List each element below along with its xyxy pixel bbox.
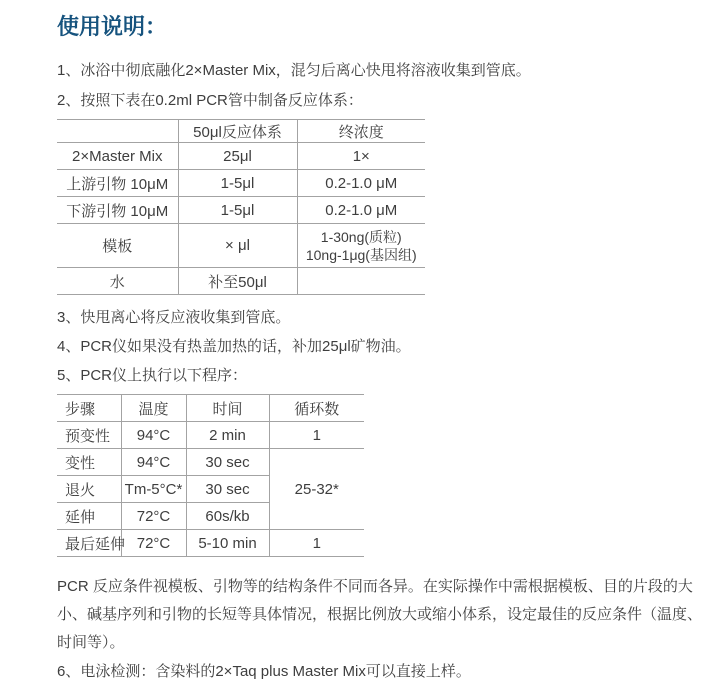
reaction-conditions-note: PCR 反应条件视模板、引物等的结构条件不同而各异。在实际操作中需根据模板、目的片段的大小、碱基序列和引物的长短等具体情况，根据比例放大或缩小体系，设定最佳的反应条件（温度、时间等）。: [57, 578, 703, 651]
temp-value: 72°C: [121, 530, 186, 557]
volume-value: 1-5μl: [178, 170, 297, 197]
table-row: [57, 143, 425, 170]
step-4: 4、PCR仪如果没有热盖加热的话，补加25μl矿物油。: [57, 338, 411, 355]
component-label: 2×Master Mix: [57, 143, 178, 170]
program-step-label: 延伸: [57, 503, 121, 530]
component-label: 下游引物 10μM: [57, 197, 178, 224]
program-step-label: 最后延伸: [57, 530, 121, 557]
table-row: [57, 530, 364, 557]
step-5: 5、PCR仪上执行以下程序：: [57, 367, 248, 384]
component-label: 上游引物 10μM: [57, 170, 178, 197]
time-value: 30 sec: [186, 476, 269, 503]
final-conc-value: [297, 224, 425, 268]
table-row: [57, 197, 425, 224]
final-conc-value: 1×: [297, 143, 425, 170]
reaction-header-final-conc: 终浓度: [297, 120, 425, 143]
step-2: 2、按照下表在0.2ml PCR管中制备反应体系：: [57, 92, 363, 109]
reaction-header-empty-cell: [57, 120, 178, 143]
volume-value: 补至50μl: [178, 268, 297, 295]
table-row: [57, 268, 425, 295]
conc-line-1: 1-30ng(质粒): [320, 228, 402, 245]
time-value: 5-10 min: [186, 530, 269, 557]
volume-value: 25μl: [178, 143, 297, 170]
time-value: 60s/kb: [186, 503, 269, 530]
temp-value: 94°C: [121, 449, 186, 476]
final-conc-value: [297, 268, 425, 295]
program-step-label: 预变性: [57, 422, 121, 449]
volume-value: × μl: [178, 224, 297, 268]
time-value: 2 min: [186, 422, 269, 449]
program-header-cycles: 循环数: [269, 395, 364, 422]
time-value: 30 sec: [186, 449, 269, 476]
reaction-header-volume: 50μl反应体系: [178, 120, 297, 143]
page-title: 使用说明：: [57, 14, 168, 39]
component-label: 模板: [57, 224, 178, 268]
table-row: [57, 224, 425, 268]
cycles-value: 1: [269, 422, 364, 449]
final-conc-value: 0.2-1.0 μM: [297, 170, 425, 197]
temp-value: 72°C: [121, 503, 186, 530]
table-row: [57, 449, 364, 476]
program-header-temp: 温度: [121, 395, 186, 422]
step-3: 3、快甩离心将反应液收集到管底。: [57, 309, 291, 326]
program-step-label: 退火: [57, 476, 121, 503]
volume-value: 1-5μl: [178, 197, 297, 224]
cycles-value: 1: [269, 530, 364, 557]
table-row: [57, 170, 425, 197]
reaction-system-table: [57, 119, 425, 295]
program-header-step: 步骤: [57, 395, 121, 422]
final-conc-value: 0.2-1.0 μM: [297, 197, 425, 224]
step-1: 1、冰浴中彻底融化2×Master Mix，混匀后离心快甩将溶液收集到管底。: [57, 62, 531, 79]
table-row: [57, 422, 364, 449]
program-step-label: 变性: [57, 449, 121, 476]
step-6: 6、电泳检测：含染料的2×Taq plus Master Mix可以直接上样。: [57, 663, 471, 680]
component-label: 水: [57, 268, 178, 295]
cycles-merged-value: 25-32*: [269, 449, 364, 530]
temp-value: Tm-5°C*: [121, 476, 186, 503]
pcr-program-table: [57, 394, 364, 557]
reaction-header-row: [57, 120, 425, 143]
program-header-row: [57, 395, 364, 422]
temp-value: 94°C: [121, 422, 186, 449]
conc-line-2: 10ng-1μg(基因组): [305, 246, 417, 263]
program-header-time: 时间: [186, 395, 269, 422]
